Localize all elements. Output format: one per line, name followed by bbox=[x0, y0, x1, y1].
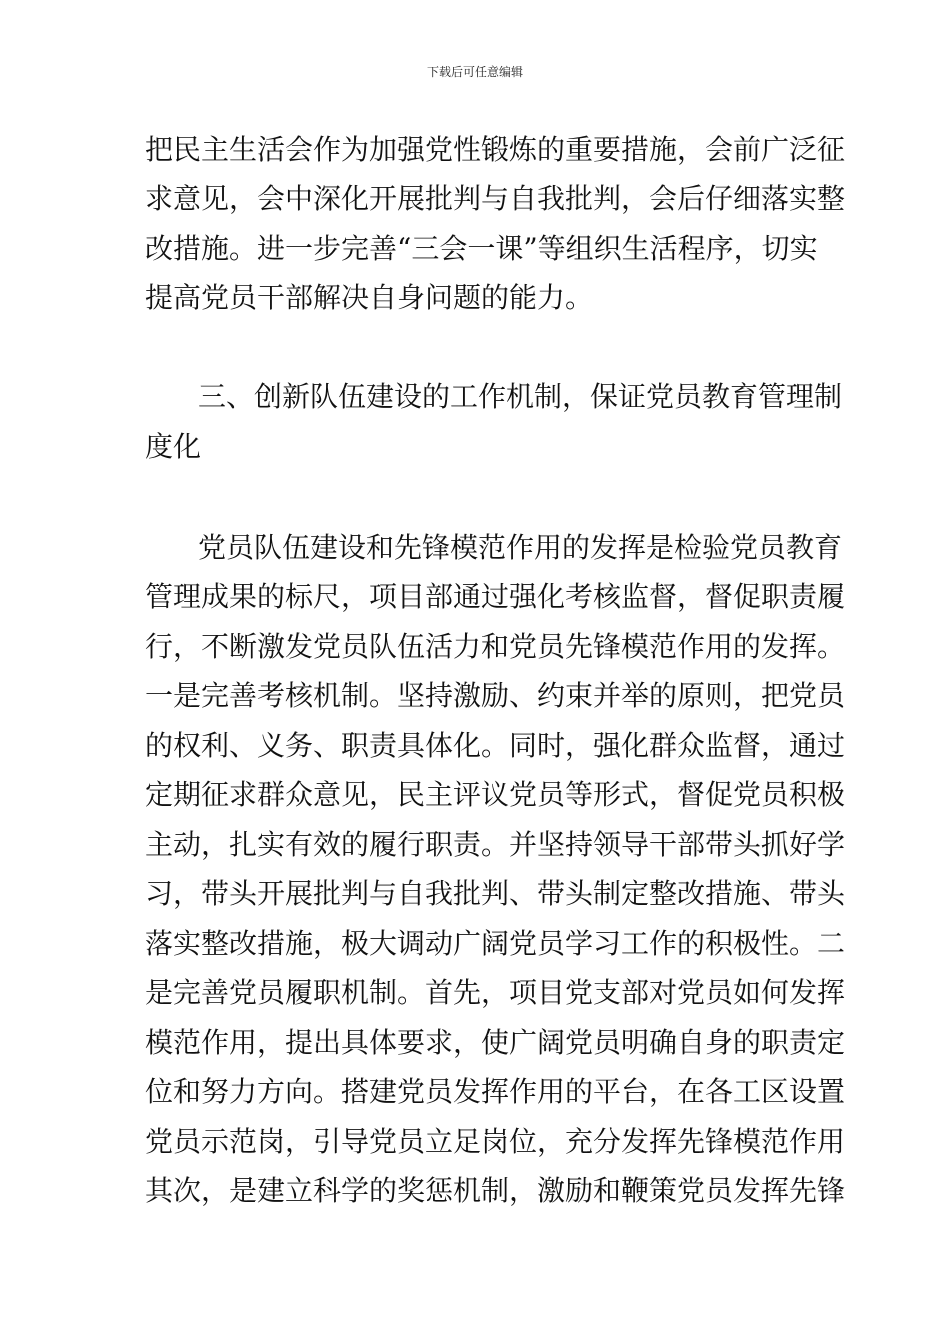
text-line: 主动，扎实有效的履行职责。并坚持领导干部带头抓好学 bbox=[145, 828, 846, 861]
text-line: 位和努力方向。搭建党员发挥作用的平台，在各工区设置 bbox=[145, 1075, 846, 1108]
heading-line: 度化 bbox=[145, 430, 202, 463]
text-line: 是完善党员履职机制。首先，项目党支部对党员如何发挥 bbox=[145, 976, 846, 1009]
text-line: 提高党员干部解决自身问题的能力。 bbox=[145, 281, 594, 314]
text-line: 的权利、义务、职责具体化。同时，强化群众监督，通过 bbox=[145, 729, 846, 762]
text-line: 其次，是建立科学的奖惩机制，激励和鞭策党员发挥先锋 bbox=[145, 1174, 846, 1207]
text-line: 党员示范岗，引导党员立足岗位，充分发挥先锋模范作用 bbox=[145, 1125, 846, 1158]
page-header: 下载后可任意编辑 bbox=[426, 65, 523, 79]
text-line: 把民主生活会作为加强党性锻炼的重要措施，会前广泛征 bbox=[145, 133, 846, 166]
heading-line: 三、创新队伍建设的工作机制，保证党员教育管理制 bbox=[198, 380, 843, 413]
text-line: 改措施。进一步完善“三会一课”等组织生活程序，切实 bbox=[145, 232, 818, 265]
text-line: 求意见，会中深化开展批判与自我批判，会后仔细落实整 bbox=[145, 182, 846, 215]
text-line: 党员队伍建设和先锋模范作用的发挥是检验党员教育 bbox=[198, 531, 843, 564]
text-line: 一是完善考核机制。坚持激励、约束并举的原则，把党员 bbox=[145, 679, 846, 712]
text-line: 定期征求群众意见，民主评议党员等形式，督促党员积极 bbox=[145, 778, 846, 811]
text-line: 模范作用，提出具体要求，使广阔党员明确自身的职责定 bbox=[145, 1026, 846, 1059]
text-line: 管理成果的标尺，项目部通过强化考核监督，督促职责履 bbox=[145, 580, 846, 613]
text-line: 行，不断激发党员队伍活力和党员先锋模范作用的发挥。 bbox=[145, 630, 846, 663]
text-line: 落实整改措施，极大调动广阔党员学习工作的积极性。二 bbox=[145, 927, 846, 960]
text-line: 习，带头开展批判与自我批判、带头制定整改措施、带头 bbox=[145, 877, 846, 910]
